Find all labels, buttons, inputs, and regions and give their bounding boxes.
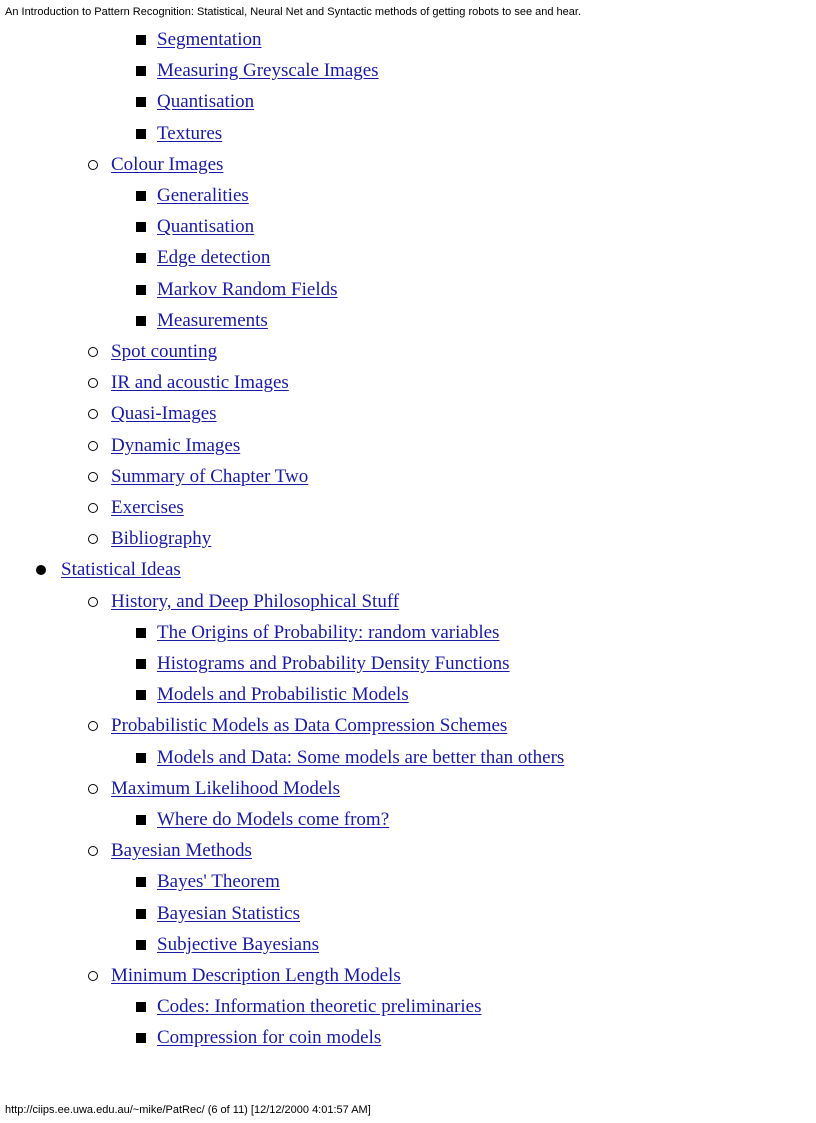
- square-bullet-icon: [136, 909, 146, 919]
- square-bullet-icon: [136, 97, 146, 107]
- toc-item: [88, 964, 401, 988]
- toc-item: [88, 402, 217, 426]
- square-bullet-icon: [136, 659, 146, 669]
- square-bullet-icon: [136, 940, 146, 950]
- square-bullet-icon: [136, 1002, 146, 1012]
- square-bullet-icon: [136, 222, 146, 232]
- toc-item: [136, 902, 300, 926]
- circle-bullet-icon: [88, 441, 98, 451]
- toc-item: [88, 496, 184, 520]
- toc-link[interactable]: Measurements: [157, 309, 268, 331]
- toc-item: [136, 90, 254, 114]
- toc-link[interactable]: Exercises: [111, 497, 184, 518]
- toc-item: [88, 153, 223, 177]
- square-bullet-icon: [136, 35, 146, 45]
- toc-item: [136, 122, 222, 146]
- toc-item: [136, 746, 564, 770]
- toc-link[interactable]: Models and Data: Some models are better than others: [157, 746, 565, 768]
- toc-item: [88, 465, 308, 489]
- toc-item: [136, 995, 481, 1019]
- toc-item: [88, 527, 211, 551]
- toc-link[interactable]: Histograms and Probability Density Functions: [157, 653, 510, 674]
- page-footer: http://ciips.ee.uwa.edu.au/~mike/PatRec/ (6 of 11) [12/12/2000 4:01:57 AM]: [5, 1104, 371, 1116]
- toc-link[interactable]: Spot counting: [111, 341, 218, 362]
- toc-link[interactable]: Generalities: [157, 185, 249, 206]
- toc-item: [136, 59, 379, 83]
- toc-item: [88, 340, 217, 364]
- toc-link[interactable]: Probabilistic Models as Data Compression Schemes: [111, 715, 508, 737]
- toc-link[interactable]: Measuring Greyscale Images: [157, 60, 379, 82]
- toc-item: [88, 839, 252, 863]
- square-bullet-icon: [136, 690, 146, 700]
- square-bullet-icon: [136, 316, 146, 326]
- toc-item: [136, 278, 338, 302]
- circle-bullet-icon: [88, 784, 98, 794]
- toc-link[interactable]: History, and Deep Philosophical Stuff: [111, 590, 400, 612]
- toc-item: [136, 683, 409, 707]
- toc-link[interactable]: Models and Probabilistic Models: [157, 684, 409, 706]
- toc-item: [88, 714, 507, 738]
- square-bullet-icon: [136, 753, 146, 763]
- toc-link[interactable]: Maximum Likelihood Models: [111, 777, 341, 799]
- toc-link[interactable]: Subjective Bayesians: [157, 933, 319, 955]
- toc-link[interactable]: Colour Images: [111, 153, 224, 175]
- disc-bullet-icon: [36, 565, 46, 575]
- toc-link[interactable]: Edge detection: [157, 247, 271, 269]
- circle-bullet-icon: [88, 597, 98, 607]
- toc-link[interactable]: Where do Models come from?: [157, 809, 390, 830]
- toc-link[interactable]: Bibliography: [111, 528, 212, 550]
- toc-item: [88, 434, 240, 458]
- toc-item: [88, 777, 340, 801]
- toc-item: [136, 870, 280, 894]
- toc-item: [88, 590, 399, 614]
- toc-link[interactable]: Bayesian Statistics: [157, 902, 301, 924]
- toc-item: [136, 652, 510, 676]
- toc-item: [136, 309, 268, 333]
- square-bullet-icon: [136, 253, 146, 263]
- circle-bullet-icon: [88, 160, 98, 170]
- square-bullet-icon: [136, 66, 146, 76]
- toc-link[interactable]: Quantisation: [157, 216, 255, 238]
- circle-bullet-icon: [88, 378, 98, 388]
- square-bullet-icon: [136, 628, 146, 638]
- toc-item: [36, 558, 181, 582]
- circle-bullet-icon: [88, 347, 98, 357]
- toc-link[interactable]: Minimum Description Length Models: [111, 965, 401, 986]
- toc-item: [136, 28, 261, 52]
- square-bullet-icon: [136, 129, 146, 139]
- square-bullet-icon: [136, 191, 146, 201]
- toc-item: [136, 621, 499, 645]
- circle-bullet-icon: [88, 846, 98, 856]
- circle-bullet-icon: [88, 409, 98, 419]
- toc-item: [136, 808, 389, 832]
- toc-link[interactable]: IR and acoustic Images: [111, 372, 289, 394]
- toc-item: [136, 215, 254, 239]
- toc-item: [136, 184, 249, 208]
- circle-bullet-icon: [88, 971, 98, 981]
- toc-link[interactable]: The Origins of Probability: random variables: [157, 621, 500, 643]
- circle-bullet-icon: [88, 472, 98, 482]
- circle-bullet-icon: [88, 534, 98, 544]
- toc-link[interactable]: Markov Random Fields: [157, 278, 338, 300]
- toc-link[interactable]: Statistical Ideas: [61, 559, 181, 581]
- square-bullet-icon: [136, 1033, 146, 1043]
- toc-link[interactable]: Bayes' Theorem: [157, 871, 280, 893]
- toc-link[interactable]: Quasi-Images: [111, 403, 217, 425]
- toc-item: [136, 1026, 381, 1050]
- toc-link[interactable]: Codes: Information theoretic preliminaries: [157, 996, 482, 1018]
- toc-link[interactable]: Bayesian Methods: [111, 840, 252, 862]
- toc-link[interactable]: Compression for coin models: [157, 1027, 382, 1049]
- toc-link[interactable]: Textures: [157, 122, 223, 144]
- toc-item: [136, 933, 319, 957]
- toc-link[interactable]: Quantisation: [157, 91, 255, 113]
- square-bullet-icon: [136, 877, 146, 887]
- circle-bullet-icon: [88, 721, 98, 731]
- page-header: An Introduction to Pattern Recognition: Statistical, Neural Net and Syntactic methods of getting robots to see and hear.: [5, 6, 582, 18]
- toc-item: [88, 371, 289, 395]
- toc-item: [136, 246, 270, 270]
- toc-link[interactable]: Summary of Chapter Two: [111, 465, 309, 487]
- square-bullet-icon: [136, 815, 146, 825]
- circle-bullet-icon: [88, 503, 98, 513]
- toc-link[interactable]: Dynamic Images: [111, 434, 241, 456]
- square-bullet-icon: [136, 285, 146, 295]
- toc-link[interactable]: Segmentation: [157, 29, 262, 50]
